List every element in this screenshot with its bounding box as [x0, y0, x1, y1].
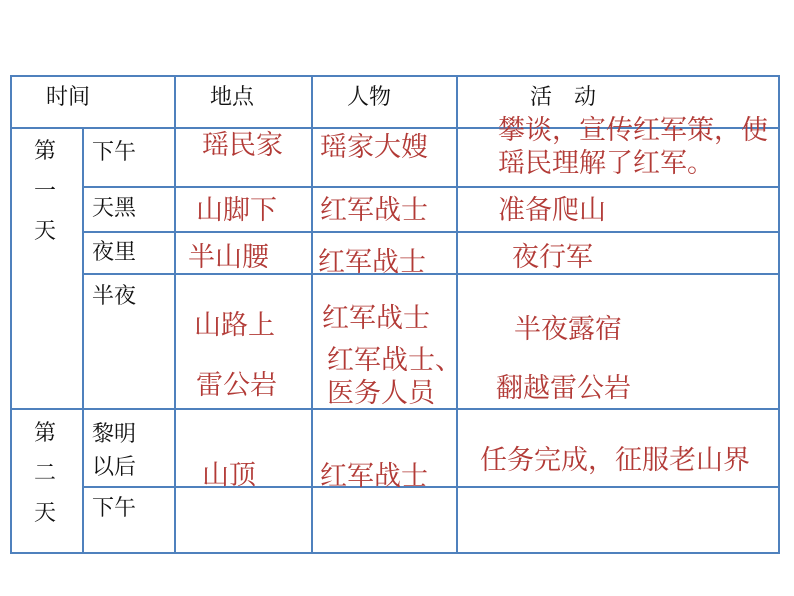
header-people: 人物: [347, 85, 392, 110]
activity-cell: 准备爬山: [498, 195, 606, 226]
period-night: 夜里: [92, 240, 137, 265]
place-cell: 山脚下: [196, 195, 277, 226]
activity-cell: 任务完成，征服老山界: [480, 445, 750, 476]
place-cell: 半山腰: [188, 242, 269, 273]
place-cell: 瑶民家: [202, 130, 283, 161]
grid-line: [10, 552, 780, 554]
header-activity: 活 动: [530, 85, 597, 110]
activity-cell: 夜行军: [512, 242, 593, 273]
period-midnight: 半夜: [92, 284, 137, 309]
activity-cell: 攀谈，宣传红军策，使瑶民理解了红军。: [498, 115, 768, 179]
people-cell: 红军战士: [320, 461, 428, 492]
people-cell: 红军战士、医务人员: [327, 345, 462, 409]
period-afternoon: 下午: [92, 140, 137, 165]
place-cell: 山顶: [202, 460, 256, 491]
day-1-label: 第一天: [33, 139, 56, 244]
grid-line: [10, 75, 780, 77]
grid-line: [10, 75, 12, 554]
people-cell: 红军战士: [318, 247, 426, 278]
grid-line: [174, 75, 176, 554]
grid-line: [82, 231, 780, 233]
grid-line: [456, 75, 458, 554]
people-cell: 红军战士: [322, 303, 430, 334]
activity-cell: 半夜露宿: [514, 314, 622, 345]
period-dusk: 天黑: [92, 196, 137, 221]
header-time: 时间: [46, 85, 91, 110]
period-dawn-after: 黎明以后: [92, 422, 137, 480]
activity-cell: 翻越雷公岩: [496, 373, 631, 404]
place-cell: 山路上: [194, 310, 275, 341]
day-2-label: 第二天: [33, 421, 56, 526]
grid-line: [82, 273, 780, 275]
people-cell: 瑶家大嫂: [320, 132, 428, 163]
grid-line: [82, 127, 84, 554]
grid-line: [82, 486, 780, 488]
grid-line: [311, 75, 313, 554]
period-afternoon-2: 下午: [92, 496, 137, 521]
header-place: 地点: [210, 85, 255, 110]
people-cell: 红军战士: [320, 195, 428, 226]
grid-line: [82, 186, 780, 188]
place-cell: 雷公岩: [196, 370, 277, 401]
